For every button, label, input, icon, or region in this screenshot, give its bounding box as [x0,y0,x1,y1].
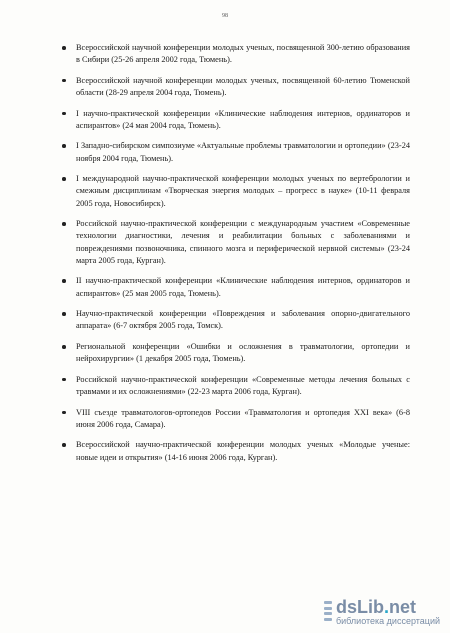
watermark-subtitle: библиотека диссертаций [335,616,440,626]
bullet-icon [62,144,66,148]
list-item-text: Региональной конференции «Ошибки и осложнения в травматологии, ортопедии и нейрохирургии» (1 декабря 2005 года, Тюмень). [76,341,410,364]
page-number: 98 [222,13,228,19]
list-item-text: Российской научно-практической конференции «Современные методы лечения больных с травмами и их осложнениями» (22-23 марта 2006 года, Курган). [76,374,410,396]
bullet-icon [62,46,66,50]
list-item [62,374,410,398]
list-item [62,218,410,267]
list-item [62,140,410,164]
list-item-text: Научно-практической конференции «Повреждения и заболевания опорно-двигательного аппарата» (6-7 октября 2005 года, Томск). [76,309,410,331]
list-item [62,42,410,66]
list-item [62,341,410,365]
list-item [62,439,410,463]
bullet-icon [62,279,66,283]
bullet-icon [62,378,66,382]
list-item-text: Всероссийской научно-практической конференции молодых ученых «Молодые ученые: новые идеи и открытия» (14-16 июня 2006 года, Курган). [76,440,410,462]
list-item-text: I международной научно-практической конференции молодых ученых по вертебрологии и смежным дисциплинам «Творческая энергия молодых – прогресс в науке» (10-11 февраля 2005 года, Новосибирск). [76,174,410,208]
list-item [62,275,410,299]
bullet-icon [62,411,66,415]
list-item [62,308,410,332]
list-item-text: VIII съезде травматологов-ортопедов России «Травматология и ортопедия XXI века» (6-8 июня 2006 года, Самара). [76,407,410,429]
list-item-text: I научно-практической конференции «Клинические наблюдения интернов, ординаторов и аспирантов» (24 мая 2004 года, Тюмень). [76,108,410,130]
list-item [62,108,410,132]
conference-list [62,42,410,472]
logo-main: dsLib [335,597,384,617]
list-item-text: Всероссийской научной конференции молодых ученых, посвященной 60-летию Тюменской области (28-29 апреля 2004 года, Тюмень). [76,75,410,97]
watermark-logo [336,598,416,616]
list-item [62,173,410,210]
bullet-icon [62,443,66,447]
list-item-text: II научно-практической конференции «Клинические наблюдения интернов, ординаторов и аспирантов» (25 мая 2005 года, Тюмень). [76,276,410,298]
dslib-watermark[interactable] [324,598,440,627]
bullet-icon [62,312,66,316]
logo-tld: net [389,597,416,617]
bullet-icon [62,177,66,181]
bullet-icon [62,112,66,116]
list-item [62,75,410,99]
bullet-icon [62,222,66,226]
watermark-text [336,598,440,627]
book-stack-icon [324,601,332,621]
bullet-icon [62,79,66,83]
bullet-icon [62,345,66,349]
list-item-text: I Западно-сибирском симпозиуме «Актуальные проблемы травматологии и ортопедии» (23-24 ноября 2004 года, Тюмень). [76,141,410,163]
list-item-text: Всероссийской научной конференции молодых ученых, посвященной 300-летию образования в Сибири (25-26 апреля 2002 года, Тюмень). [76,43,410,65]
list-item-text: Российской научно-практической конференции с международным участием «Современные технологии диагностики, лечения и реабилитации больных с заболеваниями и повреждениями позвоночника, спинного мозга и периферической нервной системы» (23-24 марта 2005 года, Курган). [76,219,410,265]
list-item [62,407,410,431]
logo-dot: . [383,597,389,617]
